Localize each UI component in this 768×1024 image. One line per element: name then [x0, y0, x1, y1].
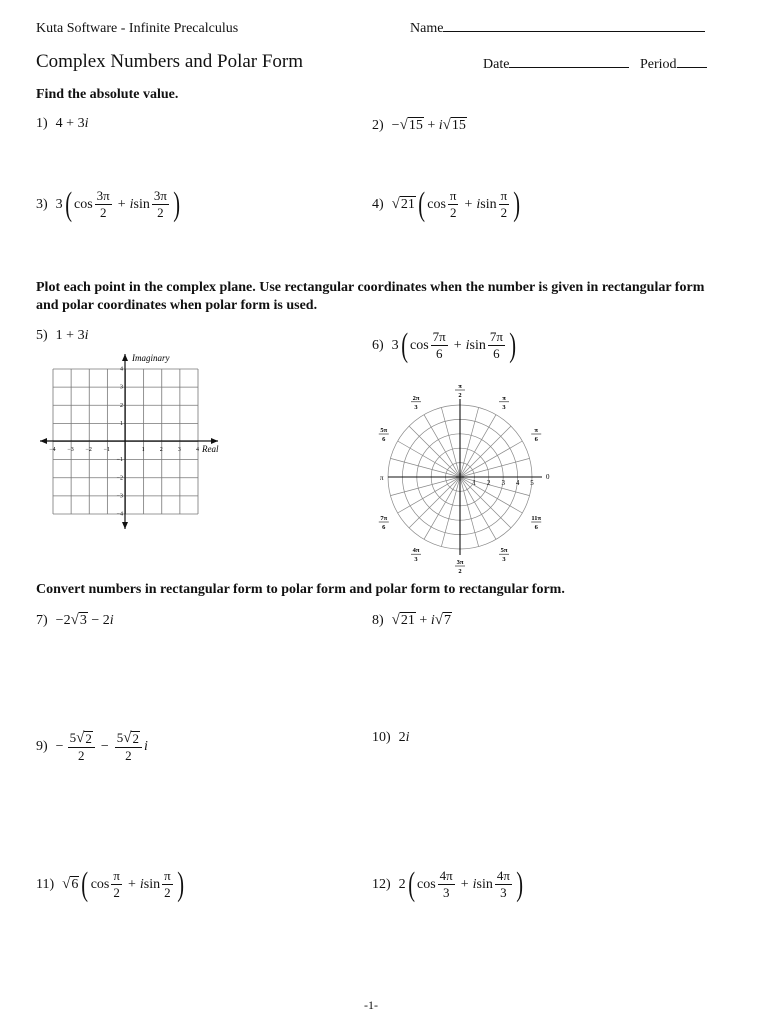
x-tick-label: 1: [141, 447, 145, 453]
plus-sign: +: [117, 196, 126, 212]
problem-3: 3) 3 ( cos $\frac{3\pi}{2}$ + i sin $\frac{3\pi}{2}$ ): [36, 185, 181, 223]
x-tick-label: −2: [85, 447, 92, 453]
numerator: 4π: [496, 868, 510, 883]
problem-8: [372, 612, 452, 629]
sqrt: √ 21: [391, 196, 415, 212]
fraction: [448, 189, 459, 220]
fraction: [111, 869, 122, 900]
problem-number: 2): [372, 117, 384, 133]
angle-label-numerator: 4π: [412, 547, 420, 555]
problem-9: [36, 731, 148, 763]
angle-label: [455, 559, 465, 575]
imag-unit: i: [139, 876, 144, 892]
plus-sign: +: [415, 612, 431, 628]
numerator: 5 √ 2: [68, 731, 95, 748]
plus-sign: +: [423, 117, 439, 133]
problem-2: [372, 117, 467, 134]
period-blank[interactable]: [677, 67, 707, 68]
coefficient: 3: [55, 196, 63, 212]
x-tick-label: 4: [196, 447, 199, 453]
angle-label: [499, 395, 509, 411]
radicand: 15: [408, 118, 423, 133]
coefficient: 3: [391, 337, 399, 353]
numerator: 7π: [489, 329, 503, 344]
denominator: 2: [164, 885, 171, 900]
plus-sign: +: [453, 337, 462, 353]
fraction: [431, 330, 448, 361]
angle-label-denominator: 3: [414, 556, 418, 564]
problem-1: [36, 116, 88, 132]
arrowhead: [122, 354, 128, 361]
imag-unit: i: [438, 117, 443, 133]
imag-unit: i: [84, 116, 89, 131]
problem-number: 3): [36, 196, 48, 212]
expr-part: 4 + 3: [55, 116, 85, 131]
y-tick-label: 1: [120, 420, 123, 427]
numerator-coef: 5: [69, 730, 77, 745]
angle-label-denominator: 2: [458, 392, 462, 399]
page-title: Complex Numbers and Polar Form: [36, 51, 304, 72]
cos-text: cos: [90, 876, 110, 892]
real-axis-label: Real: [202, 444, 219, 454]
y-tick-label: −3: [116, 493, 123, 500]
radial-label: 5: [530, 479, 534, 487]
x-tick-label: 2: [159, 447, 163, 453]
denominator: 3: [442, 885, 450, 900]
angle-label-denominator: 3: [414, 403, 418, 411]
angle-label: [455, 383, 465, 399]
angle-label-denominator: 3: [502, 403, 506, 411]
radial-label: 2: [487, 479, 491, 487]
sqrt: √ 15: [442, 117, 466, 133]
sin-text: sin: [476, 876, 493, 892]
fraction: [488, 330, 505, 361]
radicand: 7: [443, 613, 451, 628]
imag-unit: i: [476, 196, 481, 212]
problem-number: 5): [36, 328, 48, 343]
angle-label-numerator: π: [534, 427, 538, 434]
sin-text: sin: [480, 196, 497, 212]
angle-label: [411, 395, 421, 411]
denominator: 2: [500, 205, 508, 220]
numerator: π: [500, 188, 508, 203]
y-tick-label: −1: [116, 457, 123, 464]
denominator: 2: [77, 748, 85, 763]
angle-label: [531, 427, 541, 443]
radicand: 15: [451, 118, 466, 133]
radicand: 21: [400, 613, 415, 628]
denominator: 2: [157, 205, 164, 220]
sqrt: √ 6: [62, 876, 79, 892]
problem-6: 6) 3 ( cos $\frac{7\pi}{6}$ + i sin $\frac{7\pi}{6}$ ): [372, 326, 517, 364]
x-tick-label: 3: [177, 447, 181, 453]
minus-sign: −: [100, 739, 109, 754]
angle-label-numerator: 11π: [531, 515, 542, 522]
numerator: 4π: [439, 868, 453, 883]
expr-part: −2: [55, 612, 71, 628]
publisher-line: Kuta Software - Infinite Precalculus: [36, 21, 239, 36]
period-label: Period: [640, 57, 677, 72]
cos-text: cos: [427, 196, 446, 212]
problem-number: 10): [372, 730, 391, 745]
angle-label-numerator: π: [458, 383, 462, 390]
date-label: Date: [483, 57, 510, 72]
fraction: [438, 869, 455, 900]
imag-unit: i: [405, 730, 410, 745]
plus-sign: +: [464, 196, 473, 212]
radial-label: 3: [501, 479, 505, 487]
numerator: π: [164, 868, 171, 883]
coefficient: 2: [398, 876, 406, 892]
expr-part: 1 + 3: [55, 328, 85, 343]
angle-label: [531, 515, 541, 531]
problem-number: 4): [372, 196, 384, 212]
sqrt: √ 21: [391, 612, 415, 628]
angle-label-numerator: 2π: [412, 394, 420, 402]
angle-label-denominator: 2: [458, 568, 462, 575]
imag-unit: i: [109, 612, 114, 628]
angle-label: [411, 547, 421, 563]
polar-plane[interactable]: [370, 375, 560, 580]
x-tick-label: −4: [49, 447, 56, 453]
problem-10: [372, 730, 410, 746]
y-tick-label: 2: [120, 402, 123, 409]
page-number: -1-: [364, 998, 378, 1012]
numerator: π: [449, 188, 457, 203]
y-tick-label: 4: [120, 366, 123, 373]
radicand: 21: [400, 197, 415, 212]
imaginary-axis-label: Imaginary: [132, 353, 170, 363]
fraction: [68, 731, 95, 763]
arrowhead: [122, 522, 128, 529]
fraction: [115, 731, 142, 763]
angle-label-denominator: 6: [382, 524, 386, 531]
radial-label: 1: [472, 479, 477, 487]
angle-label: [379, 427, 389, 443]
x-tick-label: −3: [67, 447, 74, 453]
numerator: 7π: [432, 329, 446, 344]
angle-label: [499, 547, 509, 563]
angle-label-numerator: π: [502, 394, 506, 402]
name-field[interactable]: [410, 21, 705, 37]
fraction: [499, 189, 510, 220]
sin-text: sin: [143, 876, 161, 892]
denominator: 2: [125, 748, 132, 763]
numerator-coef: 5: [116, 730, 124, 745]
angle-label-0: 0: [546, 473, 550, 481]
y-tick-label: 3: [120, 384, 123, 391]
denominator: 2: [99, 205, 107, 220]
section-convert-instruction: Convert numbers in rectangular form to polar form and polar form to rectangular form.: [36, 582, 565, 597]
denominator: 2: [449, 205, 457, 220]
denominator: 2: [113, 885, 120, 900]
cos-text: cos: [410, 337, 429, 353]
sqrt: √ 3: [70, 612, 87, 628]
sin-text: sin: [469, 337, 486, 353]
fraction: [152, 189, 169, 220]
angle-label: [379, 515, 389, 531]
plus-sign: +: [127, 876, 136, 892]
problem-number: 7): [36, 612, 48, 628]
cos-text: cos: [74, 196, 93, 212]
problem-11: 11) √ 6 ( cos $\frac{\pi}{2}$ + i sin $\frac{\pi}{2}$ ): [36, 865, 184, 903]
imag-unit: i: [84, 328, 89, 343]
problem-5: [36, 328, 88, 344]
sin-text: sin: [133, 196, 150, 212]
rectangular-complex-plane[interactable]: [36, 348, 226, 533]
y-tick-label: −4: [116, 511, 123, 518]
angle-label-numerator: 3π: [456, 559, 464, 566]
problem-number: 9): [36, 739, 48, 754]
radicand: 6: [71, 877, 79, 892]
problem-number: 6): [372, 337, 384, 353]
imag-unit: i: [430, 612, 435, 628]
name-blank[interactable]: [443, 31, 705, 32]
denominator: 3: [500, 885, 507, 900]
fraction: [495, 869, 512, 900]
problem-number: 12): [372, 876, 391, 892]
numerator: 3π: [96, 188, 110, 203]
angle-label-denominator: 6: [534, 524, 538, 531]
name-label: Name: [410, 21, 444, 36]
imag-unit: i: [129, 196, 134, 212]
numerator: π: [113, 868, 120, 883]
problem-number: 8): [372, 612, 384, 628]
minus-sign: −: [391, 117, 400, 133]
problem-7: [36, 612, 114, 629]
section-plot-instruction: Plot each point in the complex plane. Use rectangular coordinates when the number is given in rectangular form and polar coordinates when polar form is used.: [36, 280, 705, 313]
imag-unit: i: [143, 739, 148, 754]
x-tick-labels: [49, 447, 199, 453]
angle-label-denominator: 6: [534, 436, 538, 443]
problem-4: 4) √ 21 ( cos $\frac{\pi}{2}$ + i sin $\frac{\pi}{2}$ ): [372, 185, 521, 223]
imag-unit: i: [472, 876, 477, 892]
problem-number: 11): [36, 876, 55, 892]
sqrt: √ 15: [399, 117, 423, 133]
problem-12: 12) 2 ( cos $\frac{4\pi}{3}$ + i sin $\frac{4\pi}{3}$ ): [372, 865, 524, 903]
angle-label-denominator: 6: [382, 436, 386, 443]
fraction: [95, 189, 112, 220]
fraction: [162, 869, 173, 900]
arrowhead: [40, 438, 47, 444]
angle-label-numerator: 5π: [380, 427, 388, 434]
sqrt: √ 7: [434, 612, 451, 628]
expr-part: − 2: [87, 612, 110, 628]
angle-label-numerator: 7π: [380, 515, 388, 522]
section-absolute-value-instruction: Find the absolute value.: [36, 87, 179, 102]
numerator: 5 √ 2: [115, 731, 142, 748]
date-blank[interactable]: [509, 67, 629, 68]
y-tick-label: −2: [116, 475, 123, 482]
y-tick-labels: [117, 367, 123, 518]
denominator: 6: [435, 346, 443, 361]
problem-number: 1): [36, 116, 48, 131]
radicand: 2: [85, 731, 92, 746]
x-tick-label: −1: [103, 447, 111, 453]
imag-unit: i: [465, 337, 470, 353]
cos-text: cos: [417, 876, 436, 892]
angle-label-pi: π: [380, 474, 384, 482]
plus-sign: +: [460, 876, 469, 892]
angle-label-numerator: 5π: [500, 547, 508, 555]
date-field[interactable]: [483, 57, 629, 73]
minus-sign: −: [55, 739, 64, 754]
angle-label-denominator: 3: [502, 556, 506, 564]
period-field[interactable]: [640, 57, 707, 73]
radial-label: 4: [515, 479, 520, 487]
denominator: 6: [493, 346, 500, 361]
numerator: 3π: [153, 188, 167, 203]
radicand: 2: [132, 731, 139, 746]
radicand: 3: [79, 613, 87, 628]
expr-part: 2: [398, 730, 406, 745]
